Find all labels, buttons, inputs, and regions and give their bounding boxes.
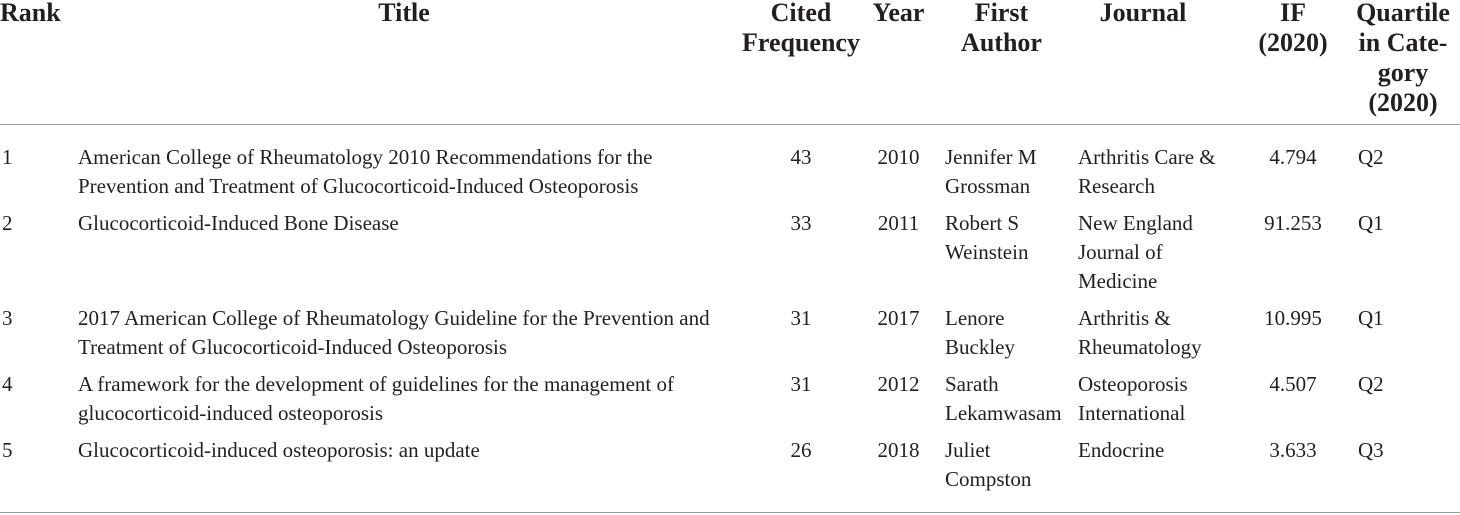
- impact-factor-cell: 4.507: [1269, 372, 1317, 396]
- title-cell: [68, 125, 740, 206]
- header-label: Year: [872, 0, 925, 27]
- table-row: [0, 432, 1460, 513]
- journal-line: New England: [1078, 211, 1193, 235]
- author-line: Jennifer M: [945, 145, 1037, 169]
- journal-line: International: [1078, 401, 1186, 425]
- header-label: Frequency: [742, 28, 860, 57]
- title-cell: [68, 366, 740, 432]
- first-author-cell: [935, 205, 1068, 300]
- year-cell: 2018: [862, 432, 935, 513]
- header-rank: [0, 0, 68, 125]
- journal-cell: [1068, 366, 1240, 432]
- title-line: A framework for the development of guidelines for the management of: [78, 372, 674, 396]
- journal-cell: [1068, 205, 1240, 300]
- header-label: Cited: [770, 0, 832, 27]
- journal-line: Osteoporosis: [1078, 372, 1188, 396]
- impact-factor-cell: 10.995: [1264, 306, 1322, 330]
- title-line: American College of Rheumatology 2010 Recommendations for the: [78, 145, 653, 169]
- journal-cell: [1068, 300, 1240, 366]
- header-journal: [1068, 0, 1240, 125]
- impact-factor-cell: 4.794: [1269, 145, 1317, 169]
- header-label: Quartile: [1356, 0, 1450, 27]
- first-author-cell: [935, 366, 1068, 432]
- header-row: [0, 0, 1460, 125]
- header-impact-factor: [1240, 0, 1346, 125]
- header-label: Title: [378, 0, 430, 27]
- year-cell: 2011: [877, 211, 920, 235]
- table-body: [0, 125, 1460, 513]
- header-label: gory: [1377, 58, 1429, 87]
- author-line: Lekamwasam: [945, 401, 1062, 425]
- author-line: Lenore: [945, 306, 1005, 330]
- table-row: [0, 205, 1460, 300]
- impact-factor-cell: 91.253: [1264, 211, 1322, 235]
- journal-line: Research: [1078, 174, 1155, 198]
- table-row: [0, 366, 1460, 432]
- title-cell: [68, 432, 740, 513]
- author-line: Robert S: [945, 211, 1020, 235]
- journal-line: Journal of: [1078, 240, 1163, 264]
- quartile-cell: Q3: [1346, 432, 1460, 513]
- author-line: Grossman: [945, 174, 1031, 198]
- cited-frequency-cell: 33: [790, 211, 812, 235]
- author-line: Weinstein: [945, 240, 1029, 264]
- author-line: Sarath: [945, 372, 999, 396]
- first-author-cell: [935, 125, 1068, 206]
- rank-cell: 1: [2, 145, 13, 169]
- year-cell: 2017: [877, 306, 920, 330]
- year-cell: 2012: [877, 372, 920, 396]
- author-line: Compston: [945, 467, 1032, 491]
- title-line: glucocorticoid-induced osteoporosis: [78, 401, 384, 425]
- header-quartile: [1346, 0, 1460, 125]
- quartile-cell: Q2: [1358, 145, 1384, 169]
- title-cell: [68, 205, 740, 300]
- author-line: Buckley: [945, 335, 1015, 359]
- journal-line: Arthritis &: [1078, 306, 1171, 330]
- header-label: in Cate-: [1358, 28, 1448, 57]
- year-cell: 2010: [877, 145, 920, 169]
- quartile-cell: Q2: [1358, 372, 1384, 396]
- cited-frequency-cell: 31: [790, 306, 812, 330]
- rank-cell: 3: [2, 306, 13, 330]
- cited-frequency-cell: 26: [740, 432, 862, 513]
- header-title: [68, 0, 740, 125]
- title-line: Treatment of Glucocorticoid-Induced Osteoporosis: [78, 335, 508, 359]
- cited-frequency-cell: 43: [790, 145, 812, 169]
- title-line: Prevention and Treatment of Glucocorticoid-Induced Osteoporosis: [78, 174, 639, 198]
- header-first-author: [935, 0, 1068, 125]
- quartile-cell: Q1: [1358, 306, 1384, 330]
- journal-cell: [1068, 125, 1240, 206]
- header-label: (2020): [1258, 28, 1328, 57]
- title-line: 2017 American College of Rheumatology Guideline for the Prevention and: [78, 306, 710, 330]
- first-author-cell: [935, 432, 1068, 513]
- table-row: [0, 125, 1460, 206]
- journal-line: Rheumatology: [1078, 335, 1202, 359]
- journal-line: Endocrine: [1078, 438, 1165, 462]
- table-header: [0, 0, 1460, 125]
- journal-line: Medicine: [1078, 269, 1158, 293]
- header-label: Journal: [1099, 0, 1187, 27]
- cited-frequency-cell: 31: [790, 372, 812, 396]
- header-label: IF: [1280, 0, 1306, 27]
- header-label: Rank: [0, 0, 61, 27]
- header-label: Author: [961, 28, 1042, 57]
- impact-factor-cell: 3.633: [1240, 432, 1346, 513]
- journal-cell: [1068, 432, 1240, 513]
- first-author-cell: [935, 300, 1068, 366]
- author-line: Juliet: [945, 438, 991, 462]
- quartile-cell: Q1: [1358, 211, 1384, 235]
- header-year: [862, 0, 935, 125]
- journal-line: Arthritis Care &: [1078, 145, 1216, 169]
- title-line: Glucocorticoid-induced osteoporosis: an update: [78, 438, 480, 462]
- rank-cell: 5: [0, 432, 68, 513]
- title-cell: [68, 300, 740, 366]
- rank-cell: 2: [2, 211, 13, 235]
- table-row: [0, 300, 1460, 366]
- header-label: (2020): [1368, 88, 1438, 117]
- title-line: Glucocorticoid-Induced Bone Disease: [78, 211, 399, 235]
- rank-cell: 4: [2, 372, 13, 396]
- header-label: First: [974, 0, 1029, 27]
- header-cited-frequency: [740, 0, 862, 125]
